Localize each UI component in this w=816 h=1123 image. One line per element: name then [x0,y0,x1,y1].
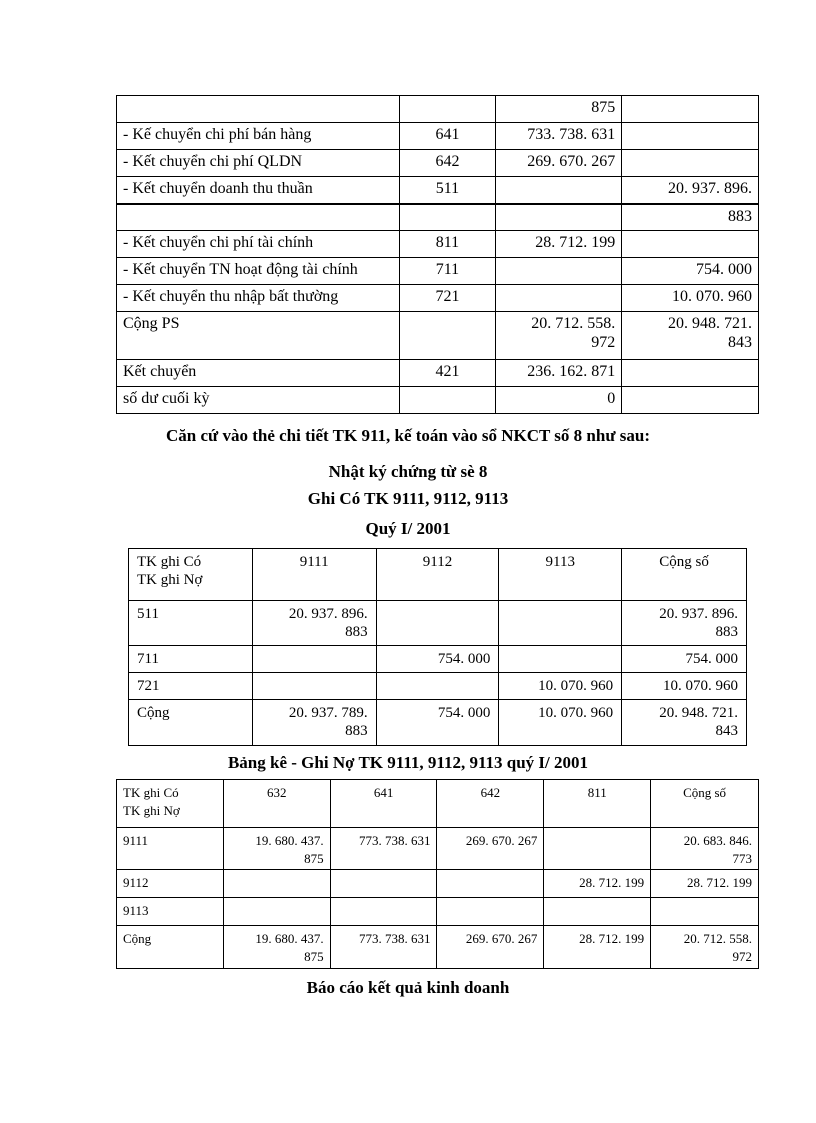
cell [223,898,330,926]
ledger-acct [399,96,496,123]
cell [499,601,622,646]
row-label: 711 [129,646,253,673]
ledger-debit: 269. 670. 267 [496,150,622,177]
ledger-acct: 511 [399,177,496,204]
ledger-credit-line1: 20. 948. 721. [668,315,752,332]
cell [252,700,376,746]
cell [437,870,544,898]
ledger-debit-line1: 20. 712. 558. [531,315,616,332]
cell-line2: 773 [732,851,752,866]
cell-line2: 875 [304,851,324,866]
table-row [117,285,759,312]
cell-line2: 883 [345,624,368,640]
ledger-credit-line2: 843 [728,334,752,351]
cell [252,646,376,673]
table-row [117,926,759,969]
row-label: Cộng [129,700,253,746]
column-header: 811 [544,780,651,828]
ledger-acct [399,387,496,414]
ledger-credit: 20. 937. 896. [622,177,759,204]
cell-line1: 19. 680. 437. [255,931,324,946]
cell: 28. 712. 199 [544,870,651,898]
journal-title: Nhật ký chứng từ sè 8 [328,462,488,481]
ledger-desc: Kết chuyển [117,360,400,387]
row-label: 9111 [117,828,224,870]
cell [544,828,651,870]
cell-line2: 972 [732,949,752,964]
ledger-debit: 875 [496,96,622,123]
cell: 10. 070. 960 [622,673,747,700]
cell [651,828,759,870]
cell [223,870,330,898]
corner-header [117,780,224,828]
ledger-acct: 711 [399,258,496,285]
cell: 754. 000 [622,646,747,673]
journal-table [128,548,747,746]
ledger-desc: - Kết chuyển TN hoạt động tài chính [117,258,400,285]
column-header: Cộng số [622,549,747,601]
table-header-row [117,780,759,828]
ledger-desc [117,204,400,231]
cell: 28. 712. 199 [544,926,651,969]
ledger-acct: 421 [399,360,496,387]
ledger-acct [399,204,496,231]
row-label: 9113 [117,898,224,926]
cell-line1: 20. 937. 789. [288,705,368,721]
table-row [117,870,759,898]
column-header: Cộng số [651,780,759,828]
ledger-desc: - Kết chuyển thu nhập bất thường [117,285,400,312]
ledger-acct: 721 [399,285,496,312]
table-row [117,258,759,285]
table-row [117,96,759,123]
cell: 28. 712. 199 [651,870,759,898]
cell: 773. 738. 631 [330,926,437,969]
ledger-debit: 236. 162. 871 [496,360,622,387]
corner-header [129,549,253,601]
cell [330,898,437,926]
table-row [117,177,759,204]
row-label: 511 [129,601,253,646]
table-row [117,312,759,360]
cell: 269. 670. 267 [437,828,544,870]
column-header: 641 [330,780,437,828]
ledger-credit [622,123,759,150]
table-row [129,700,747,746]
corner-credit-label: TK ghi Có [123,785,179,800]
ledger-acct [399,312,496,360]
table-row [117,231,759,258]
ledger-debit: 0 [496,387,622,414]
table-row [117,204,759,231]
cell [376,673,499,700]
ledger-desc [117,96,400,123]
ledger-credit: 883 [622,204,759,231]
cell [651,926,759,969]
row-label: 721 [129,673,253,700]
column-header: 632 [223,780,330,828]
row-label: 9112 [117,870,224,898]
cell [499,646,622,673]
cell-line1: 20. 937. 896. [288,606,368,622]
ledger-debit [496,258,622,285]
cell-line1: 20. 712. 558. [683,931,752,946]
cell [223,828,330,870]
cell [252,673,376,700]
ledger-debit: 28. 712. 199 [496,231,622,258]
cell [376,601,499,646]
ledger-debit [496,177,622,204]
cell-line1: 20. 948. 721. [659,705,738,721]
column-header: 642 [437,780,544,828]
cell: 269. 670. 267 [437,926,544,969]
ledger-desc: - Kết chuyển chi phí QLDN [117,150,400,177]
schedule-table [116,779,759,969]
table-row [117,898,759,926]
table-row [129,646,747,673]
ledger-credit: 754. 000 [622,258,759,285]
cell [252,601,376,646]
ledger-credit [622,312,759,360]
cell-line1: 20. 683. 846. [683,833,752,848]
cell: 10. 070. 960 [499,673,622,700]
cell: 754. 000 [376,646,499,673]
ledger-acct: 811 [399,231,496,258]
table-header-row [129,549,747,601]
cell-line2: 883 [345,723,368,739]
schedule-title: Bảng kê - Ghi Nợ TK 9111, 9112, 9113 quý I/ 2001 [227,753,589,772]
footer-title: Báo cáo kết quả kinh doanh [306,978,510,997]
intro-text: Căn cứ vào thẻ chi tiết TK 911, kế toán vào sổ NKCT số 8 như sau: [165,426,651,445]
ledger-desc: Cộng PS [117,312,400,360]
cell [330,870,437,898]
cell [622,700,747,746]
journal-subtitle: Ghi Có TK 9111, 9112, 9113 [307,489,509,508]
ledger-credit: 10. 070. 960 [622,285,759,312]
cell-line2: 843 [715,723,738,739]
cell [651,898,759,926]
corner-credit-label: TK ghi Có [137,554,202,570]
table-row [117,150,759,177]
ledger-debit [496,312,622,360]
ledger-credit [622,387,759,414]
ledger-credit [622,360,759,387]
ledger-desc: - Kết chuyển chi phí tài chính [117,231,400,258]
ledger-debit-line2: 972 [591,334,616,351]
ledger-credit [622,231,759,258]
ledger-debit [496,204,622,231]
table-row [117,123,759,150]
cell: 10. 070. 960 [499,700,622,746]
ledger-debit [496,285,622,312]
journal-period: Quý I/ 2001 [365,519,451,538]
table-row [129,601,747,646]
cell: 754. 000 [376,700,499,746]
cell-line2: 883 [715,624,738,640]
table-row [129,673,747,700]
ledger-acct: 641 [399,123,496,150]
column-header: 9113 [499,549,622,601]
ledger-credit [622,96,759,123]
ledger-credit [622,150,759,177]
cell [544,898,651,926]
cell-line1: 19. 680. 437. [255,833,324,848]
cell [437,898,544,926]
cell-line1: 20. 937. 896. [659,606,738,622]
cell-line2: 875 [304,949,324,964]
column-header: 9111 [252,549,376,601]
table-row [117,360,759,387]
table-row [117,387,759,414]
column-header: 9112 [376,549,499,601]
ledger-desc: số dư cuối kỳ [117,387,400,414]
cell [223,926,330,969]
ledger-acct: 642 [399,150,496,177]
cell [622,601,747,646]
ledger-table [116,95,759,414]
table-row [117,828,759,870]
ledger-desc: - Kết chuyển doanh thu thuần [117,177,400,204]
row-label: Cộng [117,926,224,969]
corner-debit-label: TK ghi Nợ [123,803,180,818]
corner-debit-label: TK ghi Nợ [137,572,203,588]
ledger-desc: - Kế chuyển chi phí bán hàng [117,123,400,150]
cell: 773. 738. 631 [330,828,437,870]
ledger-debit: 733. 738. 631 [496,123,622,150]
